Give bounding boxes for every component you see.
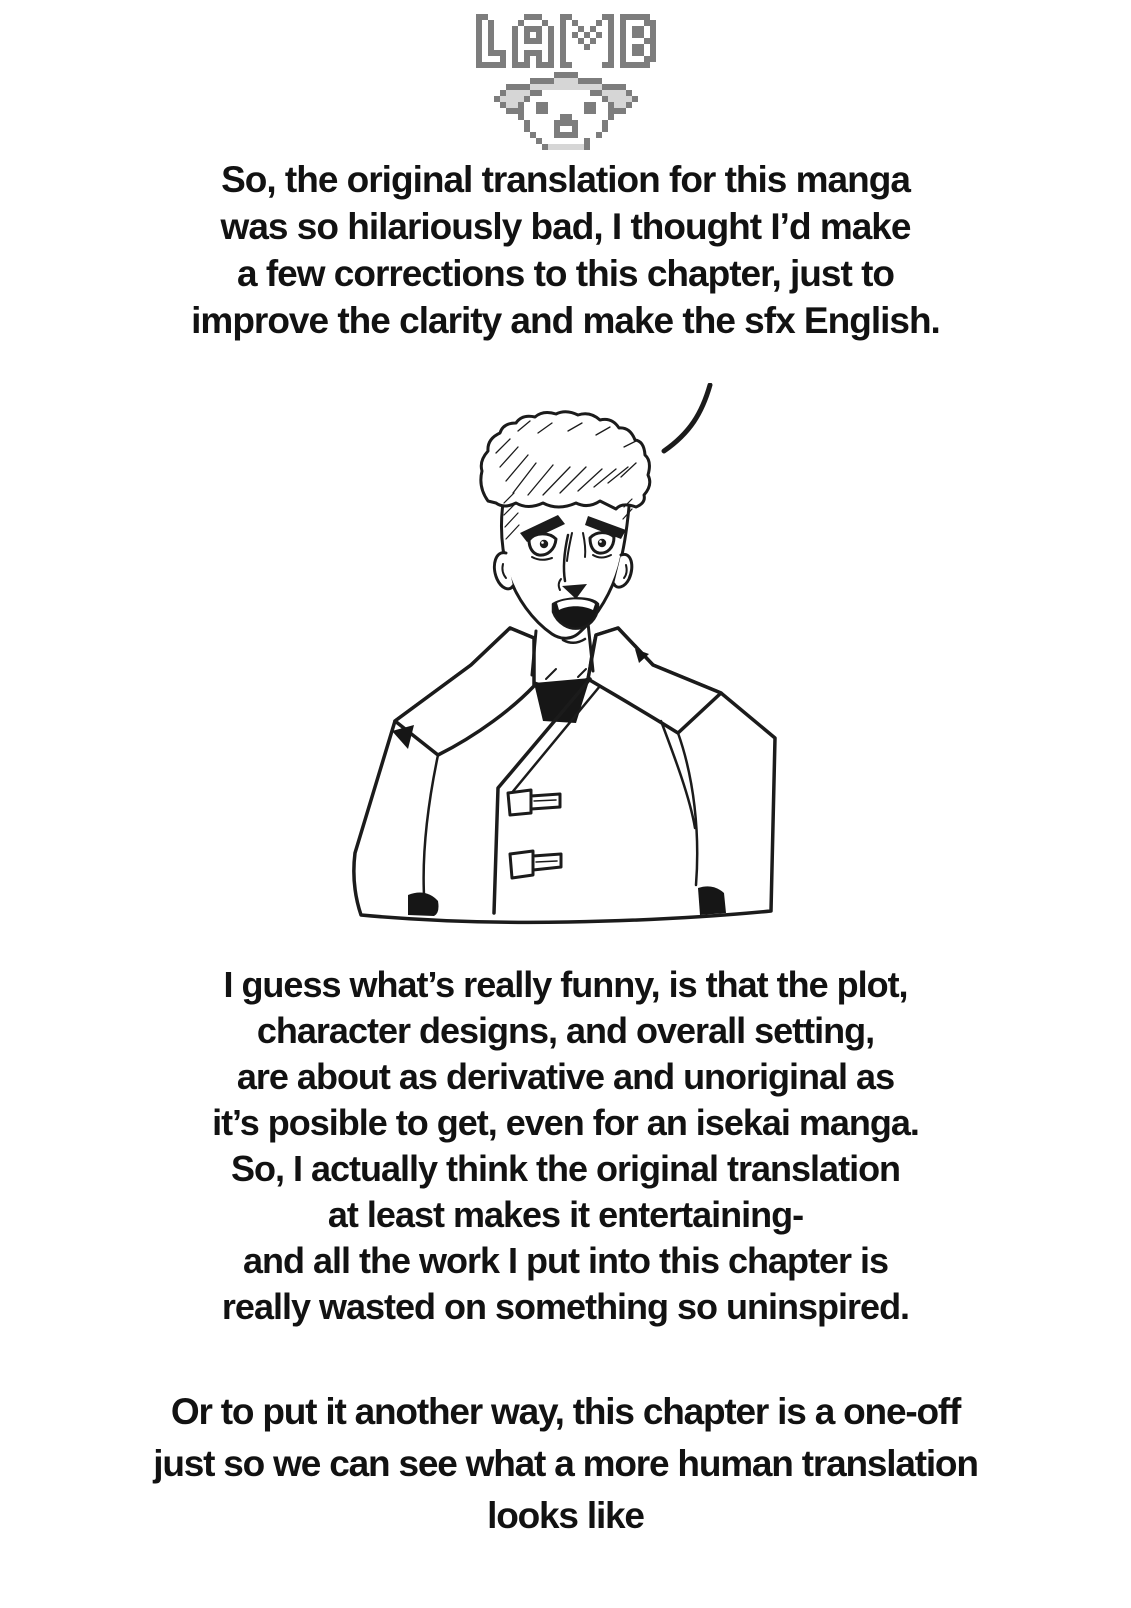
intro-paragraph [0,156,1131,344]
sheep-icon [494,72,638,150]
speech-tail [664,385,710,451]
collar-fold-lines [546,669,586,679]
head [481,412,650,643]
character-illustration [338,383,798,931]
text-line: So, I actually think the original translation [230,1148,901,1189]
text-line: I guess what’s really funny, is that the plot, [223,964,908,1005]
outro-paragraph [0,1386,1131,1542]
text-line: was so hilariously bad, I thought I’d make [220,206,911,247]
character-drawing [338,383,798,931]
text-line: Or to put it another way, this chapter is a one-off [170,1391,961,1432]
torso [354,628,775,922]
text-line: a few corrections to this chapter, just to [236,253,895,294]
text-line: character designs, and overall setting, [256,1010,875,1051]
lamb-logo [476,14,656,68]
text-line: it’s posible to get, even for an isekai manga. [212,1102,919,1143]
text-line: improve the clarity and make the sfx English. [191,300,940,341]
text-line: and all the work I put into this chapter is [242,1240,889,1281]
text-line: So, the original translation for this manga [221,159,910,200]
text-line: really wasted on something so uninspired. [221,1286,910,1327]
text-line: just so we can see what a more human translation [153,1443,978,1484]
middle-paragraph [0,962,1131,1330]
text-line: looks like [487,1495,644,1536]
masthead [0,14,1131,150]
jacket [354,628,775,922]
text-line: are about as derivative and unoriginal as [236,1056,895,1097]
text-line: at least makes it entertaining- [327,1194,804,1235]
